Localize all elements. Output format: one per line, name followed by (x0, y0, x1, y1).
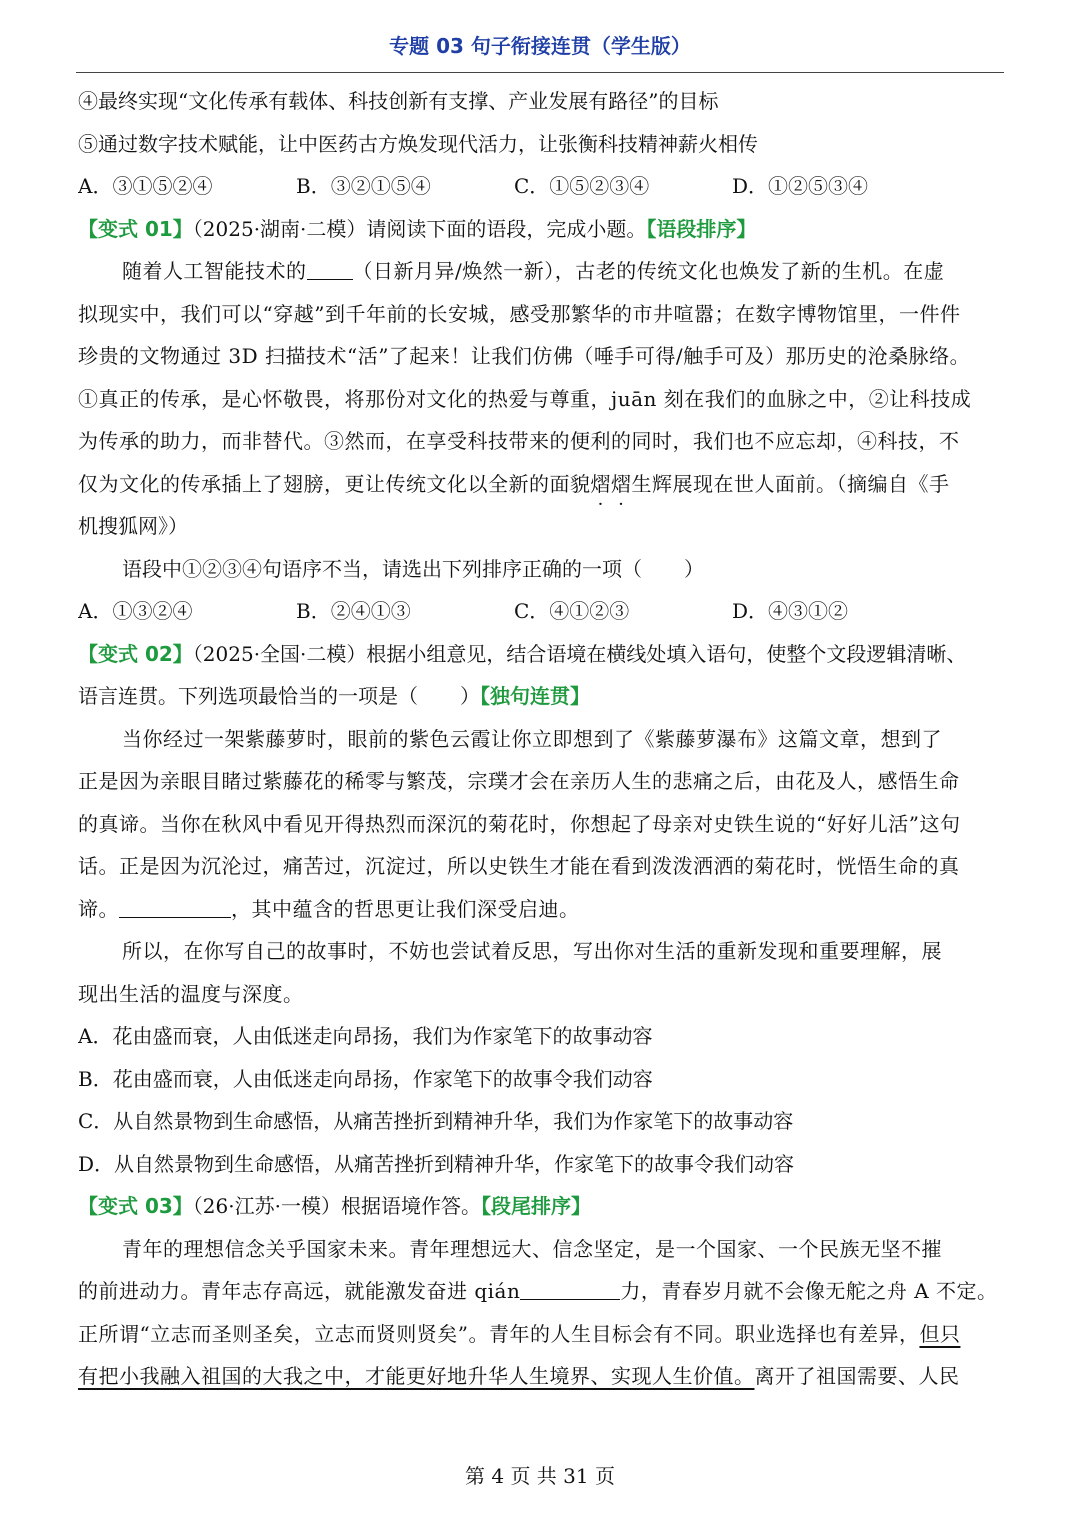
passage-text: 生辉展现在世人面前。（摘编自《手 (631, 471, 950, 496)
passage-text: ，其中蕴含的哲思更让我们深受启迪。 (231, 896, 580, 921)
variant-01-para-line-7: 机搜狐网》） (78, 514, 188, 538)
variant-03-para-line-2 (78, 1270, 1004, 1313)
page-footer-number: 第 4 页 共 31 页 (465, 1464, 615, 1488)
passage-text: 力，青春岁月就不会像无舵之舟 A 不定。 (620, 1279, 998, 1303)
v1-option-b: B．②④①③ (296, 599, 411, 623)
prev-option-a: A．③①⑤②④ (78, 174, 213, 198)
variant-01-tag: 【变式 01】 (78, 216, 193, 241)
v2-option-c: C．从自然景物到生命感悟，从痛苦挫折到精神升华，我们为作家笔下的故事动容 (78, 1109, 794, 1133)
variant-03-para-line-3 (78, 1313, 1004, 1356)
underlined-text: 有把小我融入祖国的大我之中，才能更好地升华人生境界、实现人生价值。 (78, 1364, 755, 1388)
variant-02-para-line-5 (78, 888, 1004, 931)
v1-option-a: A．①③②④ (78, 599, 193, 623)
variant-01-heading (78, 208, 1004, 251)
prev-item-4: ④最终实现“文化传承有载体、科技创新有支撑、产业发展有路径”的目标 (78, 89, 719, 113)
dotted-char: 熠 (590, 471, 611, 496)
variant-02-para-line-7: 现出生活的温度与深度。 (78, 981, 304, 1006)
variant-01-para-line-1 (78, 250, 1004, 293)
fill-blank (520, 1279, 620, 1300)
variant-03-type: 【段尾排序】 (480, 1194, 591, 1218)
passage-text: 正所谓“立志而圣则圣矣，立志而贤则贤矣”。青年的人生目标会有不同。职业选择也有差异， (78, 1321, 920, 1346)
v2-option-d: D．从自然景物到生命感悟，从痛苦挫折到精神升华，作家笔下的故事令我们动容 (78, 1151, 795, 1176)
variant-01-para-line-3: 珍贵的文物通过 3D 扫描技术“活”了起来！让我们仿佛（唾手可得/触手可及）那历史的沧桑脉络。 (78, 344, 971, 368)
variant-02-para-line-1: 当你经过一架紫藤萝时，眼前的紫色云霞让你立即想到了《紫藤萝瀑布》这篇文章，想到了 (122, 726, 942, 751)
variant-01-intro: （2025·湖南·二模）请阅读下面的语段，完成小题。 (192, 216, 647, 241)
passage-text: 离开了祖国需要、人民 (754, 1364, 960, 1388)
variant-01-type: 【语段排序】 (646, 216, 757, 241)
variant-02-heading-2 (78, 675, 1004, 718)
fill-blank (119, 897, 231, 918)
variant-02-para-line-6: 所以，在你写自己的故事时，不妨也尝试着反思，写出你对生活的重新发现和重要理解，展 (122, 939, 942, 963)
variant-01-question (78, 548, 1004, 591)
variant-02-tag: 【变式 02】 (78, 641, 193, 666)
prev-option-d: D．①②⑤③④ (732, 174, 869, 198)
v1-option-c: C．④①②③ (514, 599, 630, 623)
variant-02-para-line-4: 话。正是因为沉沦过，痛苦过，沉淀过，所以史铁生才能在看到泼泼洒洒的菊花时，恍悟生命的真 (78, 854, 960, 878)
variant-02-para-line-2: 正是因为亲眼目睹过紫藤花的稀零与繁茂，宗璞才会在亲历人生的悲痛之后，由花及人，感悟生命 (78, 769, 960, 793)
fill-blank (307, 259, 353, 280)
variant-01-para-line-5: 为传承的助力，而非替代。③然而，在享受科技带来的便利的同时，我们也不应忘却，④科技，不 (78, 429, 960, 453)
passage-text: 的前进动力。青年志存高远，就能激发奋进 qián (78, 1279, 521, 1303)
variant-03-tag: 【变式 03】 (78, 1194, 193, 1218)
prev-options (78, 165, 1004, 208)
variant-03-intro: （26·江苏·一模）根据语境作答。 (192, 1194, 481, 1218)
underlined-text: 但只 (919, 1321, 961, 1346)
page-header-title: 专题 03 句子衔接连贯（学生版） (389, 34, 691, 58)
passage-text: （日新月异/焕然一新），古老的传统文化也焕发了新的生机。在虚 (352, 259, 945, 283)
variant-01-para-line-2: 拟现实中，我们可以“穿越”到千年前的长安城，感受那繁华的市井喧嚣；在数字博物馆里，一件件 (78, 301, 961, 326)
variant-03-heading (78, 1185, 1004, 1228)
header-rule (76, 72, 1004, 73)
question-text: ） (460, 684, 480, 708)
v2-option-a: A．花由盛而衰，人由低迷走向昂扬，我们为作家笔下的故事动容 (78, 1024, 653, 1048)
variant-01-options (78, 590, 1004, 633)
question-text: ） (684, 556, 704, 581)
variant-02-type: 【独句连贯】 (480, 684, 590, 708)
passage-text: 随着人工智能技术的 (122, 259, 307, 283)
question-text: 语言连贯。下列选项最恰当的一项是（ (78, 684, 418, 708)
v1-option-d: D．④③①② (732, 599, 849, 623)
variant-02-heading (78, 633, 1004, 676)
variant-02-para-line-3: 的真谛。当你在秋风中看见开得热烈而深沉的菊花时，你想起了母亲对史铁生说的“好好儿活”这句 (78, 811, 961, 836)
variant-03-para-line-4 (78, 1355, 1004, 1398)
passage-text: 仅为文化的传承插上了翅膀，更让传统文化以全新的面貌 (78, 471, 591, 496)
variant-03-para-line-1: 青年的理想信念关乎国家未来。青年理想远大、信念坚定，是一个国家、一个民族无坚不摧 (122, 1236, 942, 1261)
page-body (78, 80, 1004, 1398)
passage-text: 谛。 (78, 896, 119, 921)
variant-01-para-line-4: ①真正的传承，是心怀敬畏，将那份对文化的热爱与尊重，juān 刻在我们的血脉之中，②让科技成 (78, 386, 972, 411)
question-text: 语段中①②③④句语序不当，请选出下列排序正确的一项（ (122, 556, 642, 581)
prev-option-c: C．①⑤②③④ (514, 174, 650, 198)
prev-option-b: B．③②①⑤④ (296, 174, 431, 198)
v2-option-b: B．花由盛而衰，人由低迷走向昂扬，作家笔下的故事令我们动容 (78, 1066, 653, 1091)
variant-01-para-line-6 (78, 463, 1004, 506)
variant-02-intro: （2025·全国·二模）根据小组意见，结合语境在横线处填入语句，使整个文段逻辑清晰、 (192, 641, 967, 666)
dotted-char: 熠 (611, 471, 632, 496)
prev-item-5: ⑤通过数字技术赋能，让中医药古方焕发现代活力，让张衡科技精神薪火相传 (78, 131, 758, 156)
